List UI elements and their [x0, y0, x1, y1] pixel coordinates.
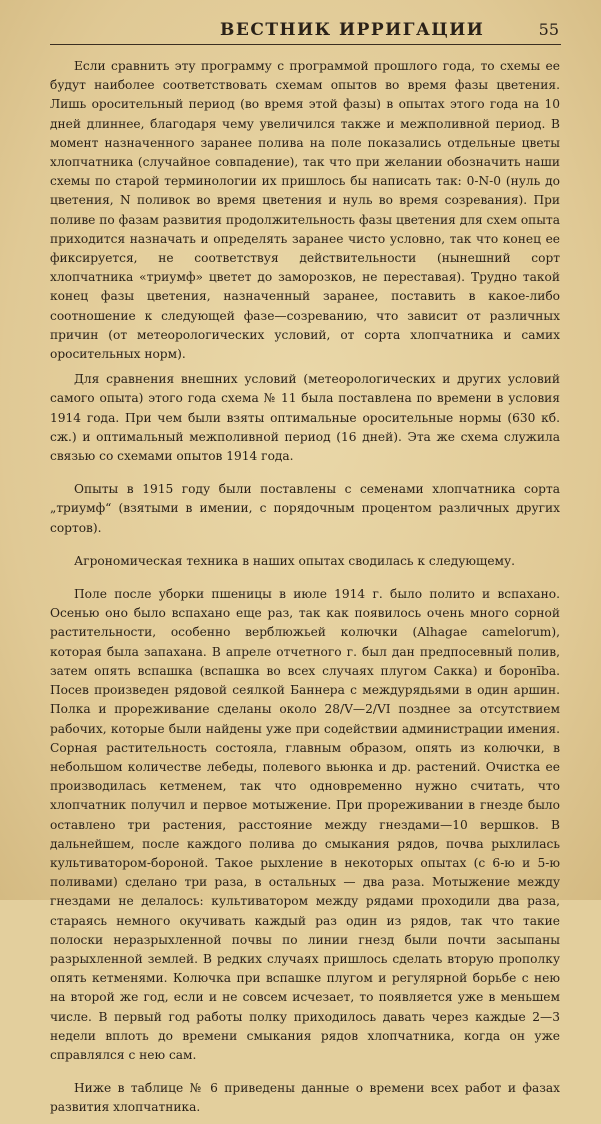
paragraph-comparison: Для сравнения внешних условий (метеорологических и других условий самого опыта) этого года схема № 11 была поставлена по времени в условия 1914 года. При чем были взяты оптимальные оросительные нормы (630 кб. сж.) и оптимальный межполивной период (16 дней). Эта же схема служила связью со схемами опытов 1914 года.: [50, 372, 560, 464]
paragraph-seeds: Опыты в 1915 году были поставлены с семенами хлопчатника сорта „триумф“ (взятыми в имении, с порядочным процентом различных других сортов).: [50, 482, 560, 535]
journal-title: ВЕСТНИК ИРРИГАЦИИ: [220, 20, 485, 40]
page-number: 55: [538, 20, 559, 39]
article-body: [50, 57, 560, 1124]
paragraph-schemes: Если сравнить эту программу с программой прошлого года, то схемы ее будут наиболее соответствовать схемам опытов во время фазы цветения. Лишь оросительный период (во время этой фазы) в опытах этого года на 10 дней длиннее, благодаря чему увеличился также и межполивной период. В момент назначенного заранее полива на поле показались отдельные цветы хлопчатника (случайное совпадение), так что при желании обозначить наши схемы по старой терминологии их пришлось бы написать так: 0-N-0 (нуль до цветения, N поливок во время цветения и нуль во время созревания). При поливе по фазам развития продолжительность фазы цветения для схем опыта приходится назначать и определять заранее чисто условно, так что конец ее фиксируется, не соответствуя действительности (нынешний сорт хлопчатника «триумф» цветет до заморозков, не переставая). Трудно такой конец фазы цветения, назначенный заранее, поставить в какое-либо соотношение к следующей фазе—созреванию, что зависит от различных причин (от метеорологических условий, от сорта хлопчатника и самих оросительных норм).: [50, 59, 560, 362]
paragraph-table-ref: Ниже в таблице № 6 приведены данные о времени всех работ и фазах развития хлопчатника.: [50, 1081, 560, 1115]
running-header: [50, 18, 561, 45]
paragraph-field-work: Поле после уборки пшеницы в июле 1914 г. было полито и вспахано. Осенью оно было вспахано еще раз, так как появилось очень много сорной растительности, особенно верблюжьей колючки (Alhagae camelorum), которая была запахана. В апреле отчетного г. был дан предпосевный полив, затем опять вспашка (вспашка во всех случаях плугом Сакка) и боронība. Посев произведен рядовой сеялкой Баннера с междурядьями в один аршин. Полка и прореживание сделаны около 28/V—2/VI позднее за отсутствием рабочих, которые были найдены уже при содействии администрации имения. Сорная растительность состояла, главным образом, опять из колючки, в небольшом количестве лебеды, полевого вьюнка и др. растений. Очистка ее производилась кетменем, так что одновременно нужно считать, что хлопчатник получил и первое мотыжение. При прореживании в гнезде было оставлено три растения, расстояние между гнездами—10 вершков. В дальнейшем, после каждого полива до смыкания рядов, почва рыхлилась культиватором-бороной. Такое рыхление в некоторых опытах (с 6-ю и 5-ю поливами) сделано три раза, в остальных — два раза. Мотыжение между гнездами не делалось: культиватором между рядами проходили два раза, стараясь немного окучивать каждый раз один из рядов, так что такие полоски неразрыхленной почвы по линии гнезд были почти засыпаны разрыхленной землей. В редких случаях пришлось сделать вторую прополку опять кетменями. Колючка при вспашке плугом и регулярной борьбе с нею на второй же год, если и не совсем исчезает, то появляется уже в меньшем числе. В первый год работы полку приходилось давать через каждые 2—3 недели вплоть до времени смыкания рядов хлопчатника, когда он уже справлялся с нею сам.: [50, 587, 560, 1062]
paragraph-technique-intro: Агрономическая техника в наших опытах сводилась к следующему.: [74, 553, 516, 568]
